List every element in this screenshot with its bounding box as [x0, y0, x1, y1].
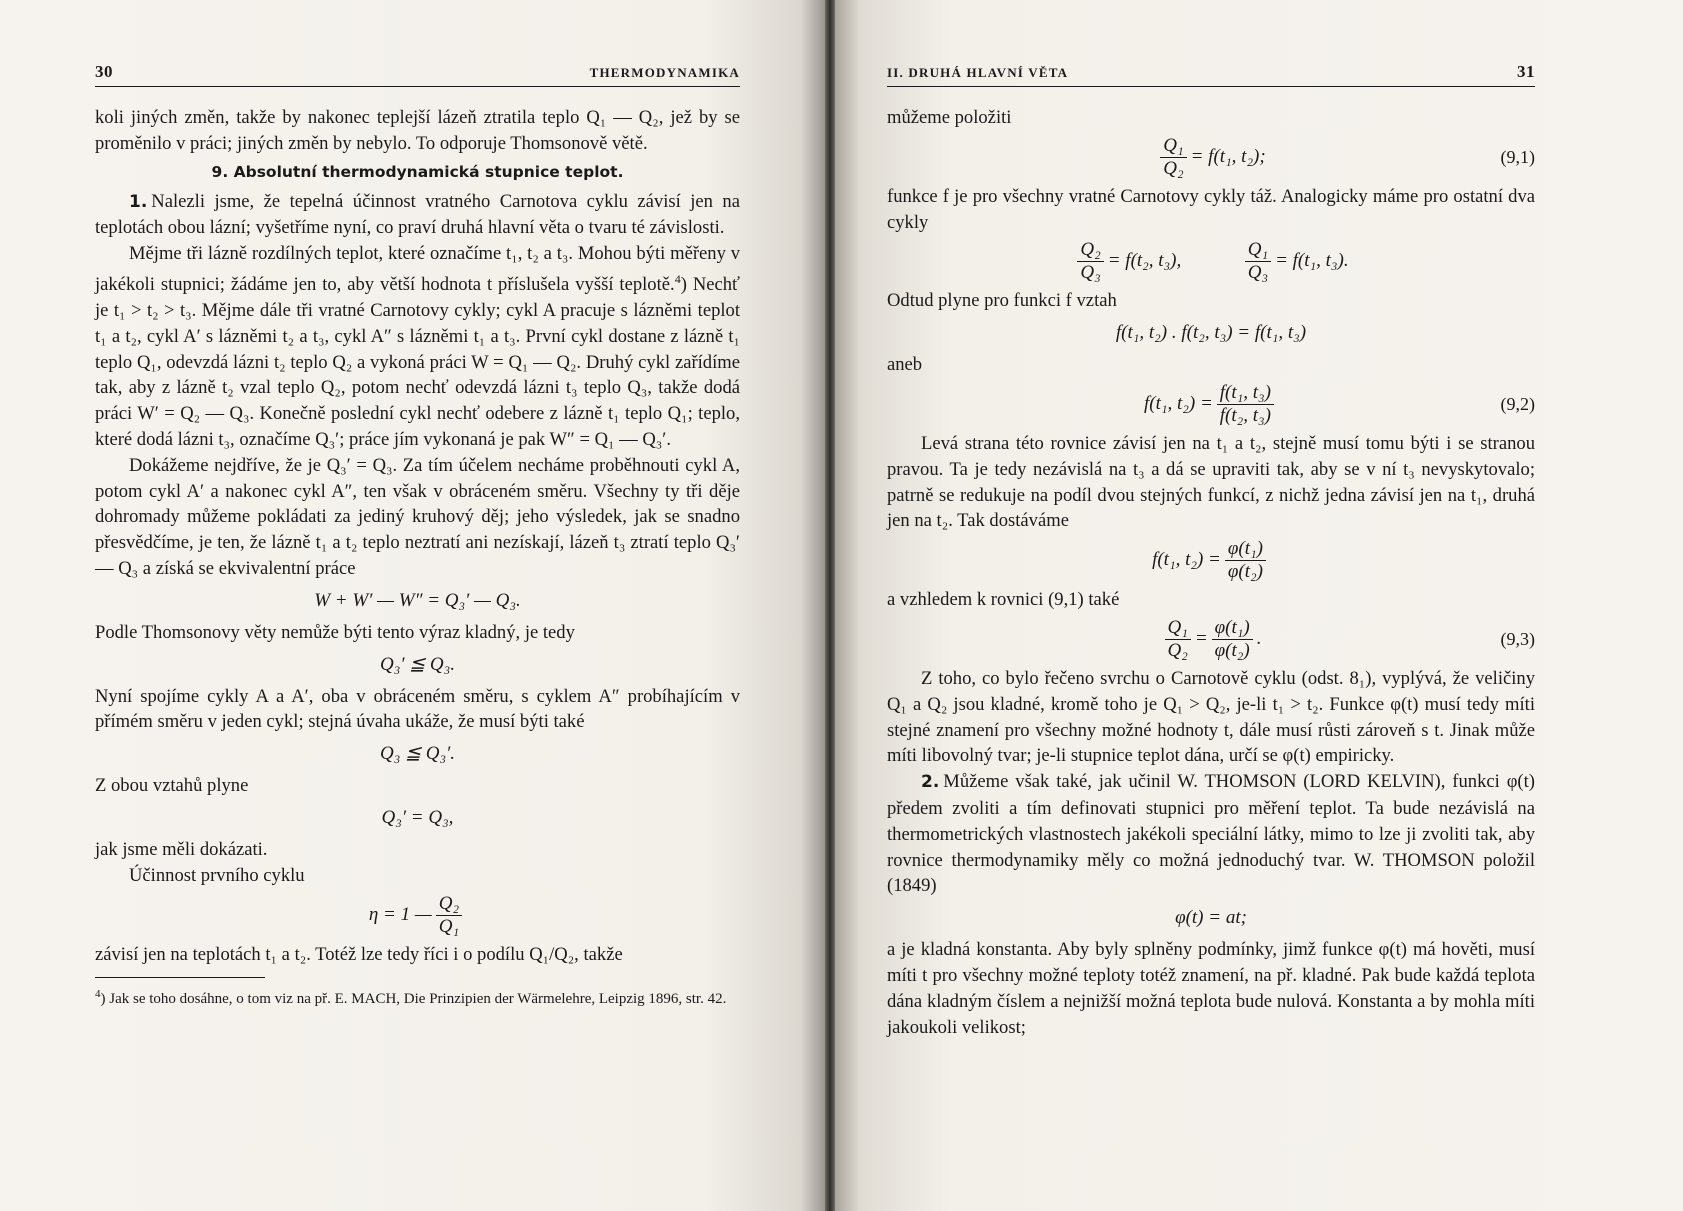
eq93-numerator-1: Q₁ — [1165, 617, 1191, 640]
eq91-numerator: Q₁ — [1160, 135, 1186, 158]
equation-9-1 — [887, 135, 1535, 180]
eq92-denominator: f(t₂, t₃) — [1219, 404, 1271, 426]
left-running-head: THERMODYNAMIKA — [589, 65, 740, 80]
equation-inequality-2: Q₃ ≦ Q₃′. — [380, 743, 455, 765]
paragraph-2a-text: Mějme tři lázně rozdílných teplot, které označíme t₁, t₂ a t₃. Mohou býti měřeny v jakékoli stupnici; žádáme jen to, aby větší hodnota t příslušela vyšší teplotě. — [95, 243, 740, 296]
eqA-numerator: Q₂ — [1077, 239, 1103, 262]
efficiency-numerator: Q₂ — [436, 893, 462, 916]
paragraph-9: závisí jen na teplotách t₁ a t₂. Totéž lze tedy říci i o podílu Q₁/Q₂, takže — [95, 943, 623, 965]
equation-9-3 — [887, 617, 1535, 662]
paragraph-1-text: Nalezli jsme, že tepelná účinnost vratného Carnotova cyklu závisí jen na teplotách obou lázní; vyšetříme nyní, co praví druhá hlavní věta o tvaru té závislosti. — [95, 190, 740, 239]
paragraph-r8-text: Můžeme však také, jak učinil W. THOMSON (LORD KELVIN), funkci φ(t) předem zvoliti a tím definovati stupnici pro měření teplot. Ta bude nezávislá na thermometrických vlastnostech jakékoli speciální látky, mimo to lze ji zvoliti tak, aby rovnice thermodynamiky měly co možná jednoduchý tvar. W. THOMSON položil (1849) — [887, 771, 1535, 897]
book-gutter — [825, 0, 835, 1211]
paragraph-r5: Levá strana této rovnice závisí jen na t₁ a t₂, stejně musí tomu býti i se stranou pravou. Ta je tedy nezávislá na t₃ a dá se upraviti tak, aby se v ní t₃ nevyskytovalo; patrně se redukuje na podíl dvou stejných funkcí, z nichž jedna závisí jen na t₁, druhá jen na t₂. Tak dostáváme — [887, 432, 1535, 532]
eq92-numerator: f(t₁, t₃) — [1217, 382, 1274, 405]
equation-9-2 — [887, 382, 1535, 427]
equation-inequality-1: Q₃′ ≦ Q₃. — [380, 653, 455, 675]
right-page — [835, 0, 1683, 1211]
paragraph-r8 — [887, 769, 1535, 899]
eq-phi-denominator: φ(t₂) — [1227, 561, 1263, 583]
eq93-equals: = — [1194, 627, 1208, 649]
eq93-denominator-2: φ(t₂) — [1214, 639, 1250, 661]
right-page-content — [887, 62, 1535, 1040]
eqA-rhs: = f(t₂, t₃), — [1107, 250, 1182, 272]
equation-efficiency-lhs: η = 1 — — [368, 903, 432, 925]
eq93-tag: (9,3) — [1500, 629, 1535, 650]
equation-product: f(t₁, t₂) . f(t₂, t₃) = f(t₁, t₃) — [1115, 322, 1307, 344]
footnote-rule — [95, 977, 265, 978]
right-page-number: 31 — [1517, 62, 1535, 81]
eq91-tag: (9,1) — [1500, 147, 1535, 168]
eq91-denominator: Q₂ — [1163, 157, 1184, 179]
footnote — [95, 984, 740, 1009]
efficiency-fraction — [436, 893, 462, 938]
paragraph-r9: a je kladná konstanta. Aby byly splněny podmínky, jimž funkce φ(t) má hověti, musí míti t pro všechny možné teploty totéž znamení, na př. kladné. Pak bude každá teplota dána kladným číslem a nejnižší možná teplota bude nulová. Konstanta a by mohla míti jakoukoli velikost; — [887, 939, 1535, 1038]
eqB-numerator: Q₁ — [1245, 239, 1271, 262]
eq-phi-lhs: f(t₁, t₂) = — [1152, 549, 1221, 571]
left-page-number: 30 — [95, 62, 113, 81]
section-title: 9. Absolutní thermodynamická stupnice teplot. — [211, 162, 624, 181]
paragraph-6: Z obou vztahů plyne — [95, 775, 249, 797]
eq92-lhs: f(t₁, t₂) = — [1144, 392, 1213, 414]
paragraph-r4: aneb — [887, 354, 923, 376]
paragraph-7: jak jsme měli dokázati. — [95, 838, 268, 860]
equation-phi-ratio — [887, 538, 1535, 583]
eq93-period: . — [1256, 627, 1262, 649]
eq93-denominator-1: Q₂ — [1167, 639, 1188, 661]
equation-work: W + W′ — W″ = Q₃′ — Q₃. — [314, 589, 521, 611]
footnote-marker: 4 — [674, 271, 681, 286]
paragraph-8: Účinnost prvního cyklu — [129, 864, 305, 886]
equation-equality: Q₃′ = Q₃, — [381, 806, 454, 828]
paragraph-5: Nyní spojíme cykly A a A′, oba v obráceném směru, s cyklem A″ probíhajícím v přímém směru v jeden cykl; stejná úvaha ukáže, že musí býti také — [95, 685, 740, 733]
eqB-fraction — [1245, 239, 1271, 284]
efficiency-denominator: Q₁ — [438, 915, 460, 937]
item-number-2: 2. — [921, 772, 940, 793]
eqA-fraction — [1077, 239, 1103, 284]
left-page — [0, 0, 825, 1211]
paragraph-1 — [95, 189, 740, 242]
paragraph-r7: Z toho, co bylo řečeno svrchu o Carnotově cyklu (odst. 8₁), vyplývá, že veličiny Q₁ a Q₂ jsou kladné, kromě toho je Q₁ > Q₂, je-li t₁ > t₂. Funkce φ(t) musí tedy míti stejné znamení pro všechny možné hodnoty t, dále musí růsti zároveň s t. Jinak může míti libovolný tvar; je-li stupnice teplot dána, určí se φ(t) empiricky. — [887, 667, 1535, 767]
eq-phi-fraction — [1225, 538, 1266, 583]
paragraph-2 — [95, 241, 740, 453]
paragraph-r6: a vzhledem k rovnici (9,1) také — [887, 589, 1120, 611]
eq92-fraction — [1217, 382, 1274, 427]
left-page-content — [95, 62, 740, 1009]
paragraph-r2: funkce f je pro všechny vratné Carnotovy cykly táž. Analogicky máme pro ostatní dva cykly — [887, 185, 1535, 233]
eqB-rhs: = f(t₁, t₃). — [1275, 250, 1349, 272]
paragraph-r1: můžeme položiti — [887, 107, 1012, 128]
continuation-paragraph: koli jiných změn, takže by nakonec teplejší lázeň ztratila teplo Q₁ — Q₂, jež by se proměnilo v práci; jiných změn by nebylo. To odporuje Thomsonově větě. — [95, 107, 740, 154]
left-page-header — [95, 62, 740, 87]
paragraph-r3: Odtud plyne pro funkci f vztah — [887, 290, 1117, 312]
right-running-head: II. DRUHÁ HLAVNÍ VĚTA — [887, 65, 1069, 80]
eqB-denominator: Q₃ — [1247, 262, 1269, 284]
equation-pair — [887, 239, 1535, 284]
right-page-header — [887, 62, 1535, 87]
equation-phi-definition: φ(t) = at; — [1175, 907, 1247, 929]
item-number: 1. — [129, 191, 148, 212]
equation-efficiency — [95, 893, 740, 938]
eq93-numerator-2: φ(t₁) — [1212, 617, 1253, 640]
footnote-number: 4 — [95, 988, 101, 1001]
eq93-right-fraction — [1212, 617, 1253, 662]
footnote-text: ) Jak se toho dosáhne, o tom viz na př. E. MACH, Die Prinzipien der Wärmelehre, Leipzig 1896, str. 42. — [100, 991, 727, 1008]
paragraph-4: Podle Thomsonovy věty nemůže býti tento výraz kladný, je tedy — [95, 621, 575, 643]
eq91-fraction — [1160, 135, 1186, 180]
paragraph-3: Dokážeme nejdříve, že je Q₃′ = Q₃. Za tím účelem necháme proběhnouti cykl A, potom cykl A′ a nakonec cykl A″, ten však v obráceném směru. Všechny ty tři děje dohromady můžeme pokládati za jediný kruhový děj; jeho výsledek, jak se snadno přesvědčíme, je ten, že lázně t₁ a t₂ teplo neztratí ani nezískají, lázeň t₃ ztratí teplo Q₃′ — Q₃ a získá se ekvivalentní práce — [95, 454, 740, 579]
eq93-left-fraction — [1165, 617, 1191, 662]
eq92-tag: (9,2) — [1500, 394, 1535, 415]
eq-phi-numerator: φ(t₁) — [1225, 538, 1266, 561]
eqA-denominator: Q₃ — [1080, 262, 1101, 284]
paragraph-2b-text: ) Nechť je t₁ > t₂ > t₃. Mějme dále tři vratné Carnotovy cykly; cykl A pracuje s lázněmi teplot t₁ a t₂, cykl A′ s lázněmi t₂ a t₃, cykl A″ s lázněmi t₁ a t₃. První cykl dostane z lázně t₁ teplo Q₁, odevzdá lázni t₂ teplo Q₂ a vykoná práci W = Q₁ — Q₂. Druhý cykl zařídíme tak, aby z lázně t₂ vzal teplo Q₂, potom nechť odevzdá lázni t₃ teplo Q₃, takže dodá práci W′ = Q₂ — Q₃. Konečně poslední cykl nechť odebere z lázně t₁ teplo Q₁; teplo, které dodá lázni t₃, označíme Q₃′; práce jím vykonaná je pak W″ = Q₁ — Q₃′. — [95, 274, 740, 450]
eq91-rhs: = f(t₁, t₂); — [1190, 145, 1266, 167]
